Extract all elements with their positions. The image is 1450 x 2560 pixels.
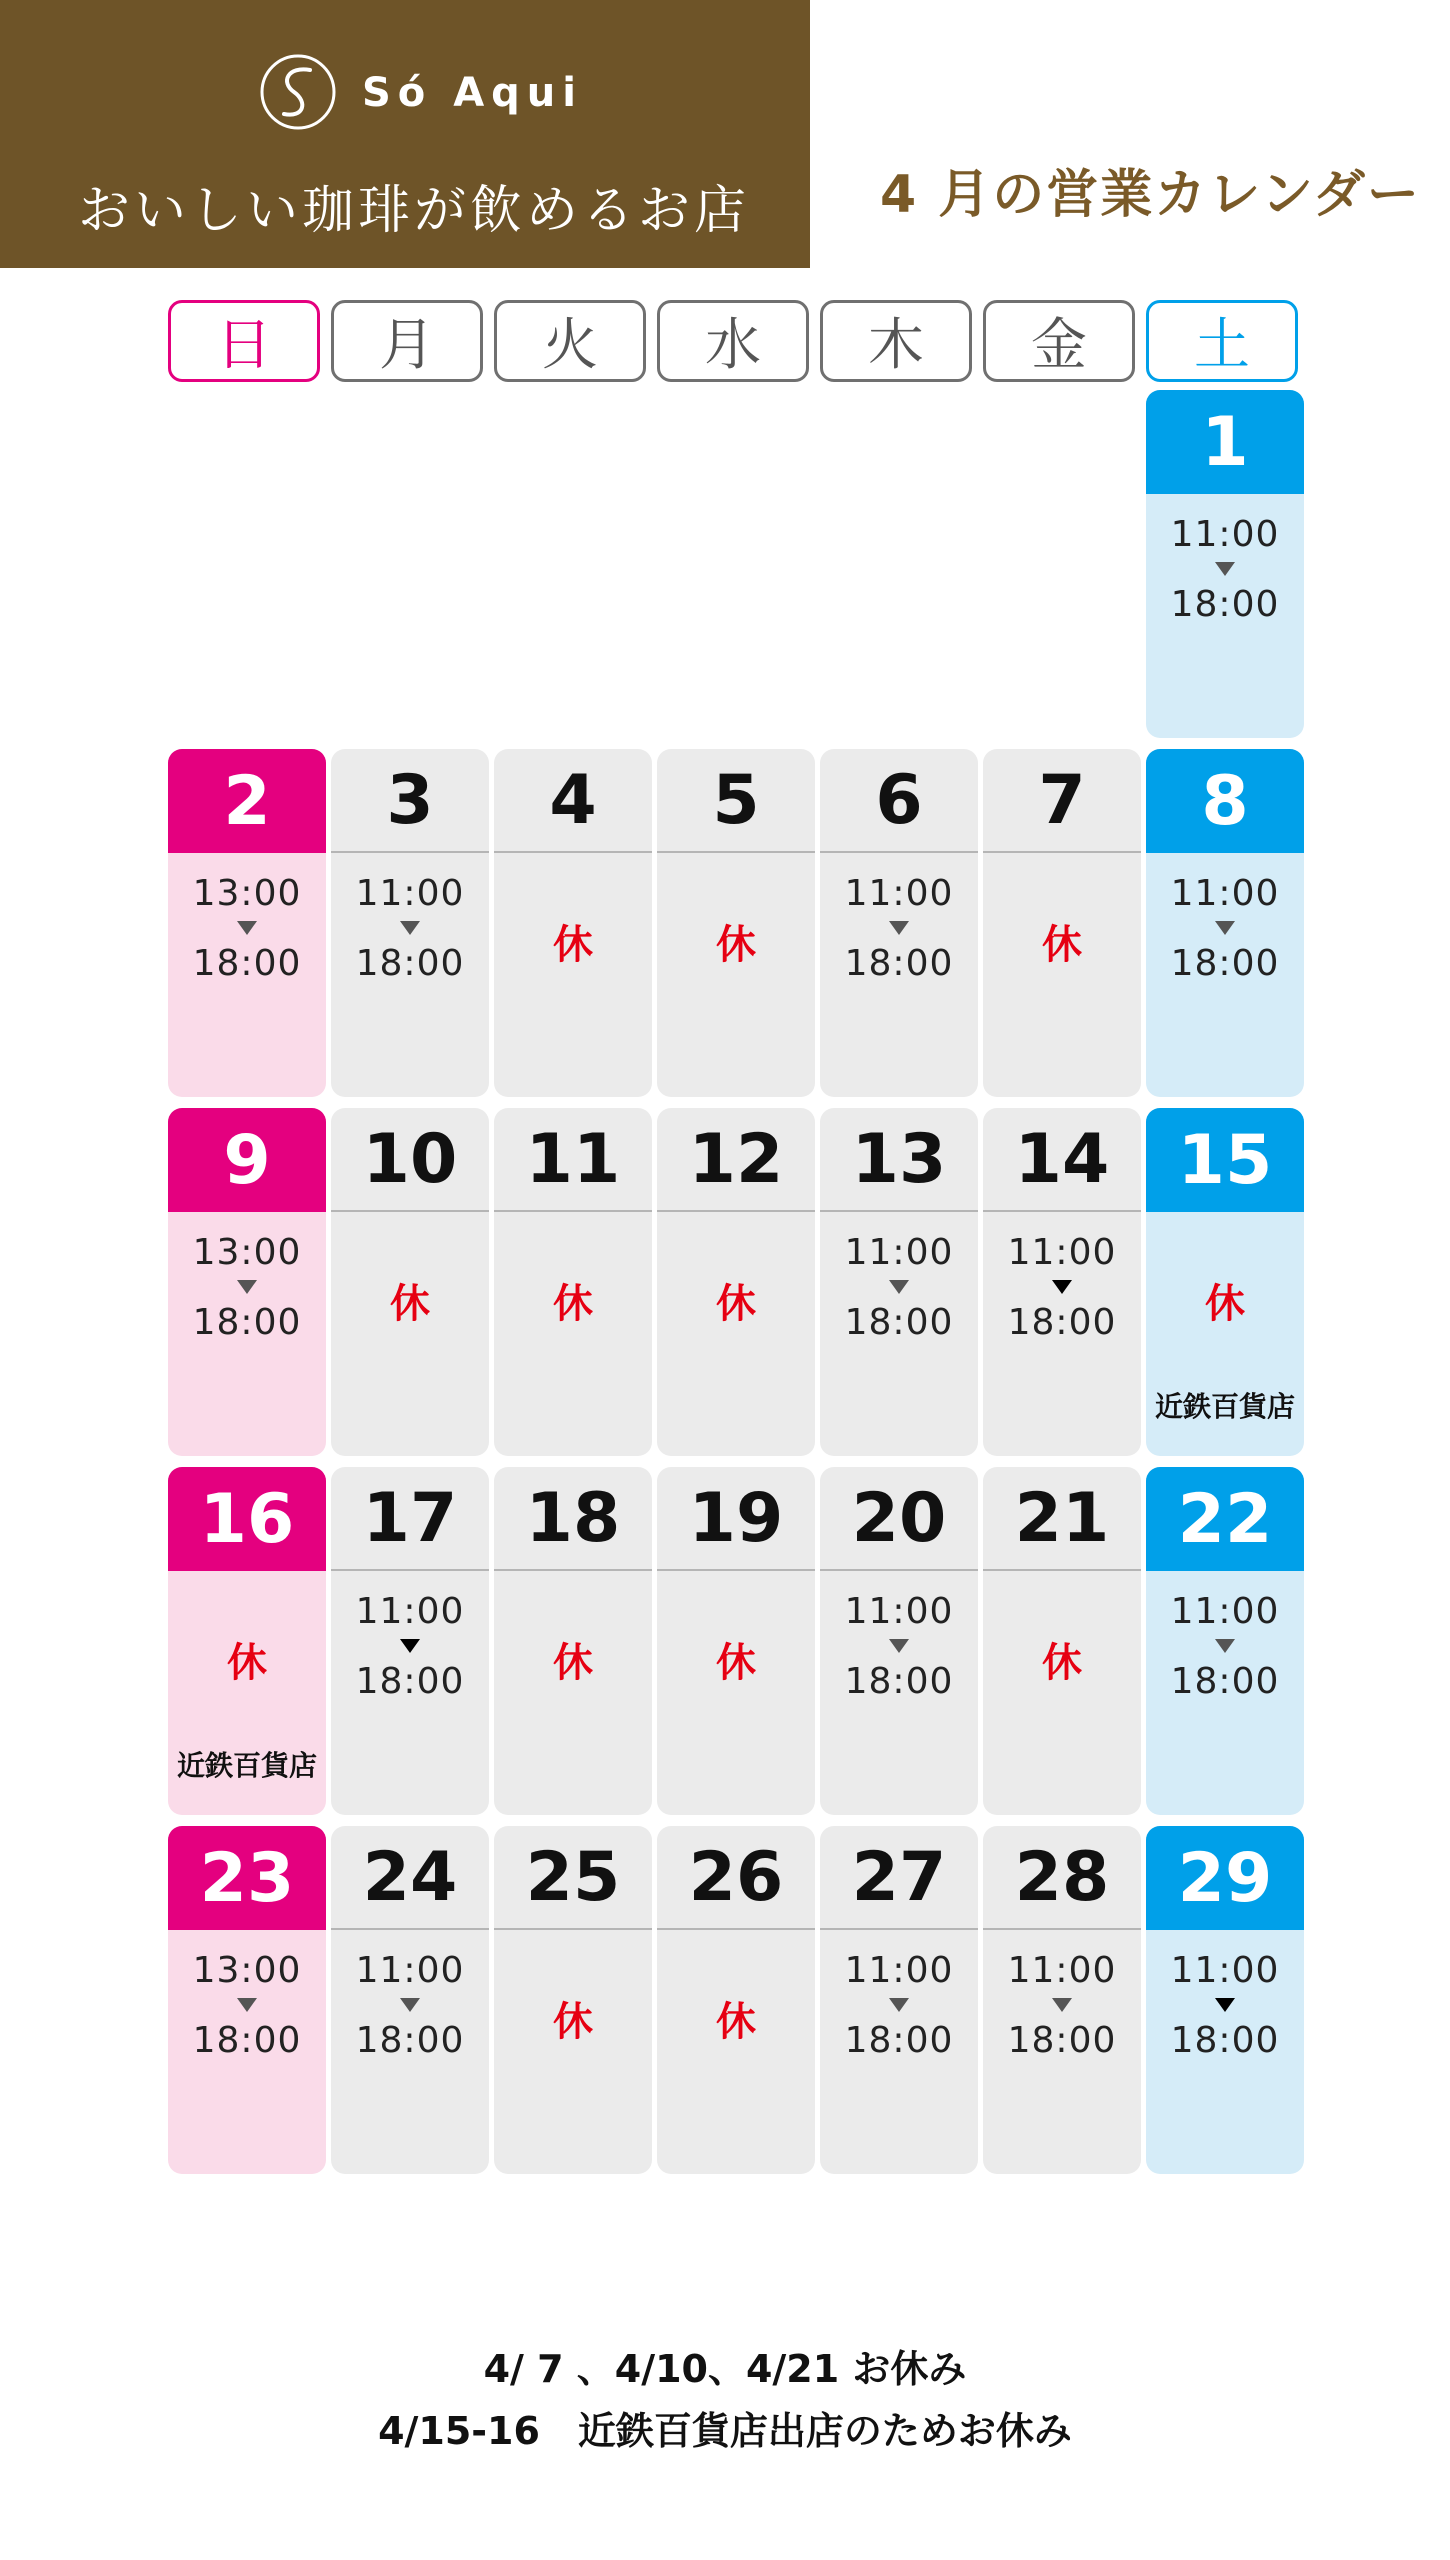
open-time: 11:00 xyxy=(355,873,465,914)
down-arrow-icon xyxy=(889,1639,909,1653)
day-cell xyxy=(1146,1826,1304,2174)
closed-label: 休 xyxy=(1042,1640,1082,1686)
close-time: 18:00 xyxy=(844,943,954,984)
weekday-fri: 金 xyxy=(983,300,1135,382)
header-banner xyxy=(0,0,810,268)
day-cell xyxy=(331,1826,489,2174)
day-cell xyxy=(983,1826,1141,2174)
day-cell xyxy=(657,749,815,1097)
close-time: 18:00 xyxy=(355,1661,465,1702)
close-time: 18:00 xyxy=(1007,1302,1117,1343)
s-swirl-logo-icon xyxy=(258,52,338,132)
day-cell xyxy=(494,1467,652,1815)
day-cell xyxy=(494,1826,652,2174)
weekday-header xyxy=(168,300,1304,386)
business-hours xyxy=(983,1212,1141,1346)
business-hours xyxy=(1146,1571,1304,1705)
close-time: 18:00 xyxy=(192,2020,302,2061)
day-number: 7 xyxy=(983,749,1141,853)
down-arrow-icon xyxy=(1215,562,1235,576)
business-hours xyxy=(983,1930,1141,2064)
brand-name: Só Aqui xyxy=(362,70,583,116)
closed-label: 休 xyxy=(716,1640,756,1686)
weekday-sun: 日 xyxy=(168,300,320,382)
day-cell xyxy=(1146,1108,1304,1456)
day-cell xyxy=(657,1467,815,1815)
close-time: 18:00 xyxy=(1007,2020,1117,2061)
day-number: 16 xyxy=(168,1467,326,1571)
weekday-mon: 月 xyxy=(331,300,483,382)
day-number: 17 xyxy=(331,1467,489,1571)
day-number: 23 xyxy=(168,1826,326,1930)
closed-label: 休 xyxy=(716,922,756,968)
open-time: 11:00 xyxy=(1007,1950,1117,1991)
weekday-thu: 木 xyxy=(820,300,972,382)
day-number: 20 xyxy=(820,1467,978,1571)
day-cell xyxy=(820,1108,978,1456)
closed-label: 休 xyxy=(553,922,593,968)
day-cell xyxy=(1146,749,1304,1097)
day-cell xyxy=(168,1108,326,1456)
open-time: 11:00 xyxy=(844,1591,954,1632)
business-hours xyxy=(820,853,978,987)
day-number: 28 xyxy=(983,1826,1141,1930)
down-arrow-icon xyxy=(400,921,420,935)
day-number: 27 xyxy=(820,1826,978,1930)
closed-label: 休 xyxy=(227,1640,267,1686)
down-arrow-icon xyxy=(400,1639,420,1653)
business-hours xyxy=(331,1930,489,2064)
business-hours xyxy=(168,1930,326,2064)
day-number: 29 xyxy=(1146,1826,1304,1930)
open-time: 11:00 xyxy=(1170,1950,1280,1991)
day-cell xyxy=(168,749,326,1097)
day-number: 25 xyxy=(494,1826,652,1930)
open-time: 11:00 xyxy=(844,1232,954,1273)
business-hours xyxy=(820,1571,978,1705)
close-time: 18:00 xyxy=(844,1661,954,1702)
weekday-sat: 土 xyxy=(1146,300,1298,382)
day-cell xyxy=(1146,1467,1304,1815)
day-cell xyxy=(983,1108,1141,1456)
business-hours xyxy=(1146,494,1304,628)
day-cell xyxy=(820,749,978,1097)
down-arrow-icon xyxy=(237,1280,257,1294)
close-time: 18:00 xyxy=(1170,584,1280,625)
day-number: 15 xyxy=(1146,1108,1304,1212)
close-time: 18:00 xyxy=(1170,1661,1280,1702)
down-arrow-icon xyxy=(1215,1639,1235,1653)
calendar-title: 4 月の営業カレンダー xyxy=(880,165,1421,225)
closed-label: 休 xyxy=(1205,1281,1245,1327)
day-cell xyxy=(168,1467,326,1815)
day-number: 10 xyxy=(331,1108,489,1212)
closed-label: 休 xyxy=(390,1281,430,1327)
business-hours xyxy=(331,1571,489,1705)
closed-label: 休 xyxy=(553,1640,593,1686)
open-time: 11:00 xyxy=(844,1950,954,1991)
day-number: 11 xyxy=(494,1108,652,1212)
day-cell xyxy=(983,1467,1141,1815)
day-cell xyxy=(1146,390,1304,738)
event-note: 近鉄百貨店 xyxy=(1154,1390,1295,1423)
open-time: 13:00 xyxy=(192,1950,302,1991)
business-hours xyxy=(168,1212,326,1346)
day-number: 5 xyxy=(657,749,815,853)
close-time: 18:00 xyxy=(844,2020,954,2061)
day-number: 9 xyxy=(168,1108,326,1212)
down-arrow-icon xyxy=(400,1998,420,2012)
business-hours xyxy=(331,853,489,987)
day-number: 22 xyxy=(1146,1467,1304,1571)
day-cell xyxy=(820,1826,978,2174)
closed-label: 休 xyxy=(716,1999,756,2045)
business-hours xyxy=(820,1930,978,2064)
down-arrow-icon xyxy=(237,921,257,935)
closed-label: 休 xyxy=(716,1281,756,1327)
open-time: 11:00 xyxy=(355,1591,465,1632)
open-time: 11:00 xyxy=(1170,514,1280,555)
day-number: 14 xyxy=(983,1108,1141,1212)
event-note: 近鉄百貨店 xyxy=(176,1749,317,1782)
open-time: 13:00 xyxy=(192,1232,302,1273)
day-number: 18 xyxy=(494,1467,652,1571)
day-number: 6 xyxy=(820,749,978,853)
day-number: 12 xyxy=(657,1108,815,1212)
down-arrow-icon xyxy=(889,921,909,935)
day-number: 24 xyxy=(331,1826,489,1930)
day-number: 4 xyxy=(494,749,652,853)
open-time: 11:00 xyxy=(355,1950,465,1991)
open-time: 13:00 xyxy=(192,873,302,914)
footer-note-kintetsu: 4/15-16 近鉄百貨店出店のためお休み xyxy=(378,2409,1072,2453)
day-number: 13 xyxy=(820,1108,978,1212)
day-cell xyxy=(820,1467,978,1815)
down-arrow-icon xyxy=(1052,1998,1072,2012)
day-cell xyxy=(331,1467,489,1815)
down-arrow-icon xyxy=(1215,1998,1235,2012)
down-arrow-icon xyxy=(889,1280,909,1294)
down-arrow-icon xyxy=(1052,1280,1072,1294)
day-number: 8 xyxy=(1146,749,1304,853)
down-arrow-icon xyxy=(237,1998,257,2012)
closed-label: 休 xyxy=(1042,922,1082,968)
day-number: 2 xyxy=(168,749,326,853)
business-hours xyxy=(1146,853,1304,987)
day-cell xyxy=(657,1826,815,2174)
day-cell xyxy=(494,1108,652,1456)
day-number: 26 xyxy=(657,1826,815,1930)
day-number: 19 xyxy=(657,1467,815,1571)
day-cell xyxy=(331,1108,489,1456)
close-time: 18:00 xyxy=(1170,2020,1280,2061)
footer-note-holidays: 4/ 7 、4/10、4/21 お休み xyxy=(483,2347,967,2391)
open-time: 11:00 xyxy=(1170,1591,1280,1632)
open-time: 11:00 xyxy=(1170,873,1280,914)
business-hours xyxy=(820,1212,978,1346)
close-time: 18:00 xyxy=(844,1302,954,1343)
close-time: 18:00 xyxy=(355,943,465,984)
close-time: 18:00 xyxy=(1170,943,1280,984)
down-arrow-icon xyxy=(1215,921,1235,935)
closed-label: 休 xyxy=(553,1999,593,2045)
weekday-tue: 火 xyxy=(494,300,646,382)
day-number: 3 xyxy=(331,749,489,853)
business-hours xyxy=(1146,1930,1304,2064)
day-cell xyxy=(168,1826,326,2174)
business-hours xyxy=(168,853,326,987)
day-number: 21 xyxy=(983,1467,1141,1571)
day-number: 1 xyxy=(1146,390,1304,494)
day-cell xyxy=(494,749,652,1097)
shop-tagline: おいしい珈琲が飲めるお店 xyxy=(78,181,751,241)
open-time: 11:00 xyxy=(1007,1232,1117,1273)
down-arrow-icon xyxy=(889,1998,909,2012)
closed-label: 休 xyxy=(553,1281,593,1327)
day-cell xyxy=(983,749,1141,1097)
day-cell xyxy=(657,1108,815,1456)
close-time: 18:00 xyxy=(192,943,302,984)
day-cell xyxy=(331,749,489,1097)
weekday-wed: 水 xyxy=(657,300,809,382)
close-time: 18:00 xyxy=(192,1302,302,1343)
open-time: 11:00 xyxy=(844,873,954,914)
close-time: 18:00 xyxy=(355,2020,465,2061)
